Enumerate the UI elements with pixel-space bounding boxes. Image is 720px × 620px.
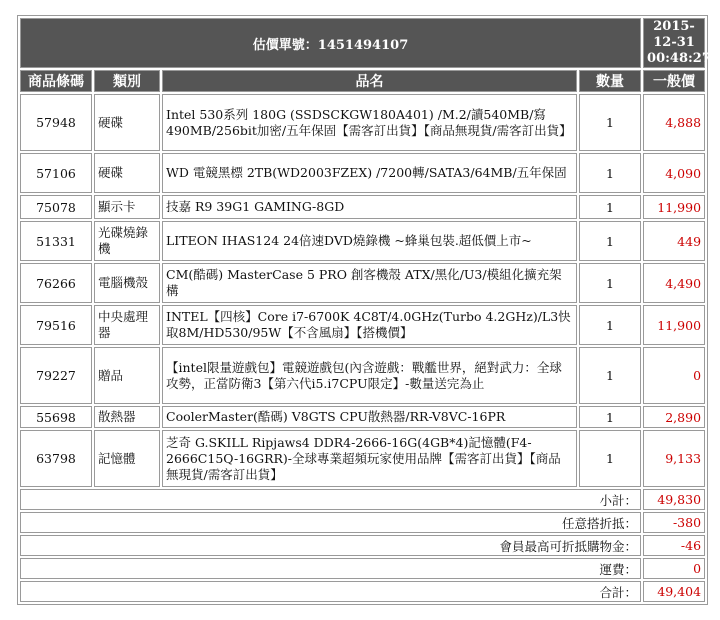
summary-label: 運費： xyxy=(20,558,641,579)
quote-number: 估價單號：1451494107 xyxy=(20,18,641,68)
item-name: Intel 530系列 180G (SSDSCKGW180A401) /M.2/讀540MB/寫490MB/256bit加密/五年保固【需客訂出貨】【商品無現貨/需客訂出貨】 xyxy=(162,94,577,151)
item-price: 4,888 xyxy=(643,94,705,151)
table-row xyxy=(20,153,705,193)
item-code: 57948 xyxy=(20,94,92,151)
quote-time: 00:48:27 xyxy=(647,51,711,66)
table-row xyxy=(20,305,705,345)
item-qty: 1 xyxy=(579,195,641,219)
item-code: 55698 xyxy=(20,406,92,428)
item-name: INTEL【四核】Core i7-6700K 4C8T/4.0GHz(Turbo 4.2GHz)/L3快取8M/HD530/95W【不含風扇】【搭機價】 xyxy=(162,305,577,345)
item-code: 63798 xyxy=(20,430,92,487)
summary-value: -46 xyxy=(643,535,705,556)
item-code: 76266 xyxy=(20,263,92,303)
item-category: 硬碟 xyxy=(94,94,160,151)
item-name: 【intel限量遊戲包】電競遊戲包(內含遊戲：戰艦世界，絕對武力：全球攻勢，正當防衛3【第六代i5.i7CPU限定】-數量送完為止 xyxy=(162,347,577,404)
item-qty: 1 xyxy=(579,221,641,261)
summary-row xyxy=(20,535,705,556)
item-name: CoolerMaster(酷碼) V8GTS CPU散熱器/RR-V8VC-16PR xyxy=(162,406,577,428)
item-category: 光碟燒錄機 xyxy=(94,221,160,261)
summary-label: 合計： xyxy=(20,581,641,602)
item-price: 9,133 xyxy=(643,430,705,487)
quote-datetime xyxy=(643,18,711,68)
item-code: 79516 xyxy=(20,305,92,345)
table-row xyxy=(20,406,705,428)
item-code: 51331 xyxy=(20,221,92,261)
item-name: WD 電競黑標 2TB(WD2003FZEX) /7200轉/SATA3/64MB/五年保固 xyxy=(162,153,577,193)
summary-label: 任意搭折抵： xyxy=(20,512,641,533)
summary-label: 會員最高可折抵購物金： xyxy=(20,535,641,556)
item-name: 技嘉 R9 39G1 GAMING-8GD xyxy=(162,195,577,219)
item-qty: 1 xyxy=(579,430,641,487)
summary-value: 49,404 xyxy=(643,581,705,602)
summary-row xyxy=(20,512,705,533)
item-qty: 1 xyxy=(579,406,641,428)
item-category: 硬碟 xyxy=(94,153,160,193)
column-header-row xyxy=(20,70,705,92)
summary-row xyxy=(20,558,705,579)
col-header-price: 一般價 xyxy=(643,70,705,92)
item-qty: 1 xyxy=(579,305,641,345)
summary-value: 49,830 xyxy=(643,489,705,510)
item-price: 2,890 xyxy=(643,406,705,428)
summary-label: 小計： xyxy=(20,489,641,510)
table-row xyxy=(20,221,705,261)
col-header-category: 類別 xyxy=(94,70,160,92)
item-code: 57106 xyxy=(20,153,92,193)
table-row xyxy=(20,195,705,219)
col-header-code: 商品條碼 xyxy=(20,70,92,92)
table-row xyxy=(20,263,705,303)
item-category: 記憶體 xyxy=(94,430,160,487)
summary-value: -380 xyxy=(643,512,705,533)
col-header-qty: 數量 xyxy=(579,70,641,92)
col-header-name: 品名 xyxy=(162,70,577,92)
item-category: 顯示卡 xyxy=(94,195,160,219)
table-row xyxy=(20,94,705,151)
table-row xyxy=(20,347,705,404)
item-category: 散熱器 xyxy=(94,406,160,428)
item-category: 電腦機殼 xyxy=(94,263,160,303)
item-name: LITEON IHAS124 24倍速DVD燒錄機 ~蜂巢包裝.超低價上市~ xyxy=(162,221,577,261)
quote-panel xyxy=(17,15,711,605)
item-qty: 1 xyxy=(579,94,641,151)
quote-table xyxy=(17,15,711,605)
item-code: 79227 xyxy=(20,347,92,404)
item-code: 75078 xyxy=(20,195,92,219)
item-price: 449 xyxy=(643,221,705,261)
quote-date: 2015-12-31 xyxy=(653,19,695,50)
table-row xyxy=(20,430,705,487)
item-price: 4,090 xyxy=(643,153,705,193)
item-category: 贈品 xyxy=(94,347,160,404)
item-price: 4,490 xyxy=(643,263,705,303)
quote-header-row xyxy=(20,18,705,68)
summary-value: 0 xyxy=(643,558,705,579)
item-price: 0 xyxy=(643,347,705,404)
item-category: 中央處理器 xyxy=(94,305,160,345)
item-qty: 1 xyxy=(579,347,641,404)
item-qty: 1 xyxy=(579,263,641,303)
item-price: 11,900 xyxy=(643,305,705,345)
summary-row xyxy=(20,489,705,510)
item-name: 芝奇 G.SKILL Ripjaws4 DDR4-2666-16G(4GB*4)記憶體(F4-2666C15Q-16GRR)-全球專業超頻玩家使用品牌【需客訂出貨】【商品無現貨/需客訂出貨】 xyxy=(162,430,577,487)
summary-row xyxy=(20,581,705,602)
item-price: 11,990 xyxy=(643,195,705,219)
item-qty: 1 xyxy=(579,153,641,193)
item-name: CM(酷碼) MasterCase 5 PRO 創客機殼 ATX/黑化/U3/模組化擴充架構 xyxy=(162,263,577,303)
